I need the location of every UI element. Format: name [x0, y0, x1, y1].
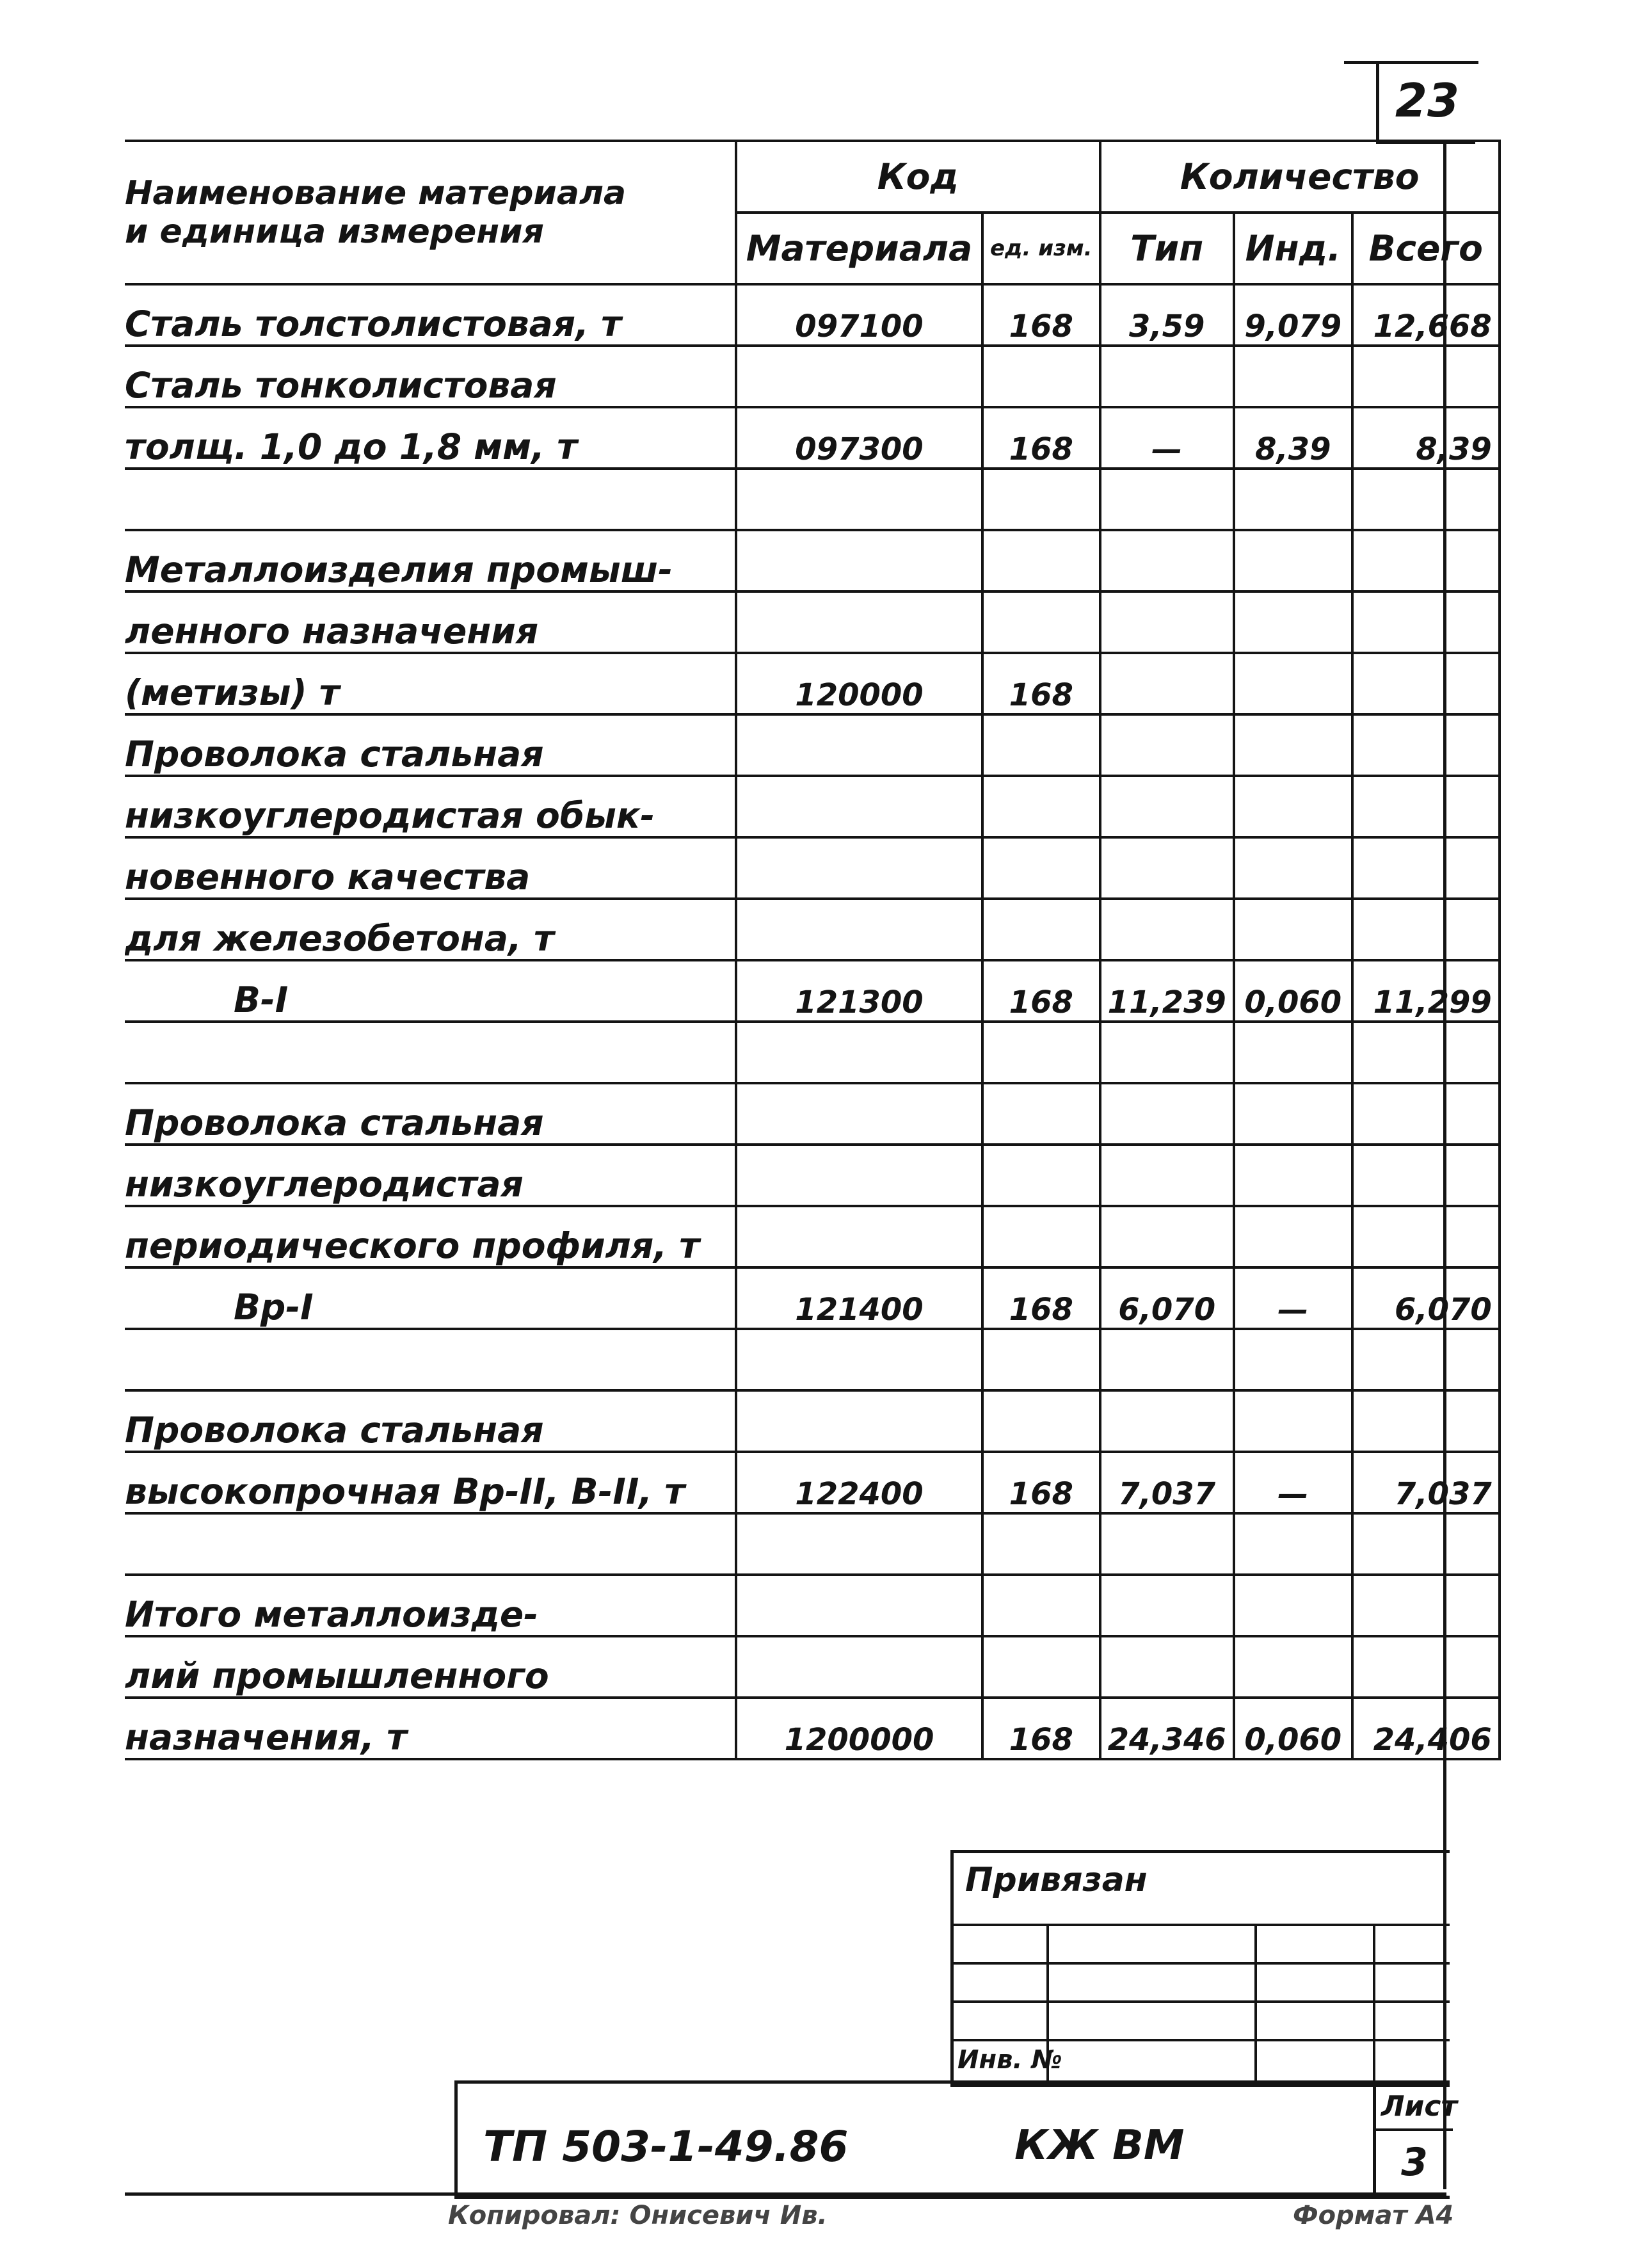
cell-material-code [736, 1390, 982, 1452]
cell-name: Вр-I [125, 1267, 736, 1329]
sheet-divider [1376, 2128, 1453, 2131]
cell-ind: — [1234, 1267, 1352, 1329]
cell-tip: 3,59 [1100, 284, 1234, 346]
cell-tip: — [1100, 407, 1234, 469]
cell-ind [1234, 653, 1352, 714]
cell-name: (метизы) т [125, 653, 736, 714]
cell-total: 8,39 [1352, 407, 1500, 469]
cell-name [125, 1513, 736, 1575]
cell-ind [1234, 714, 1352, 776]
header-material-name [125, 141, 736, 284]
table-row [125, 284, 1500, 346]
cell-unit: 168 [982, 960, 1100, 1022]
cell-tip: 11,239 [1100, 960, 1234, 1022]
cell-total [1352, 1513, 1500, 1575]
header-name-line2: и единица измерения [125, 213, 545, 251]
cell-total: 6,070 [1352, 1267, 1500, 1329]
cell-tip: 24,346 [1100, 1698, 1234, 1759]
table-row [125, 1206, 1500, 1267]
inventory-label: Инв. № [957, 2045, 1062, 2075]
cell-ind [1234, 776, 1352, 837]
header-code: Код [736, 141, 1100, 213]
bottom-border-rule [125, 2192, 1446, 2196]
title-block [454, 2080, 1457, 2199]
cell-unit: 168 [982, 1452, 1100, 1513]
cell-unit [982, 591, 1100, 653]
cell-material-code [736, 530, 982, 591]
cell-total [1352, 1329, 1500, 1390]
cell-ind [1234, 469, 1352, 530]
cell-material-code: 121400 [736, 1267, 982, 1329]
header-total: Всего [1352, 213, 1500, 284]
cell-name: В-I [125, 960, 736, 1022]
cell-tip: 7,037 [1100, 1452, 1234, 1513]
table-row [125, 1390, 1500, 1452]
table-row [125, 530, 1500, 591]
table-row [125, 714, 1500, 776]
cell-name: ленного назначения [125, 591, 736, 653]
cell-tip [1100, 591, 1234, 653]
table-row [125, 899, 1500, 960]
cell-material-code [736, 346, 982, 407]
cell-ind [1234, 1022, 1352, 1083]
cell-unit: 168 [982, 1267, 1100, 1329]
cell-unit: 168 [982, 407, 1100, 469]
cell-tip [1100, 714, 1234, 776]
header-name-line1: Наименование материала [125, 174, 627, 213]
table-row [125, 1022, 1500, 1083]
cell-material-code [736, 591, 982, 653]
cell-total [1352, 591, 1500, 653]
cell-material-code [736, 1329, 982, 1390]
cell-tip [1100, 469, 1234, 530]
cell-material-code [736, 1513, 982, 1575]
cell-name: низкоуглеродистая обык- [125, 776, 736, 837]
cell-ind: — [1234, 1452, 1352, 1513]
cell-name: для железобетона, т [125, 899, 736, 960]
cell-tip [1100, 530, 1234, 591]
cell-name: Проволока стальная [125, 1083, 736, 1145]
cell-ind [1234, 1206, 1352, 1267]
table-row [125, 591, 1500, 653]
table-row [125, 1329, 1500, 1390]
table-row [125, 469, 1500, 530]
cell-material-code [736, 899, 982, 960]
cell-ind [1234, 1083, 1352, 1145]
cell-name: новенного качества [125, 837, 736, 899]
cell-ind: 8,39 [1234, 407, 1352, 469]
cell-material-code [736, 714, 982, 776]
cell-name [125, 1329, 736, 1390]
cell-name: лий промышленного [125, 1636, 736, 1698]
material-spec-table [125, 140, 1501, 1760]
table-row [125, 837, 1500, 899]
cell-unit [982, 469, 1100, 530]
cell-unit: 168 [982, 1698, 1100, 1759]
cell-unit [982, 530, 1100, 591]
cell-total [1352, 1390, 1500, 1452]
cell-total [1352, 1206, 1500, 1267]
cell-total [1352, 1575, 1500, 1636]
table-row [125, 1636, 1500, 1698]
cell-tip [1100, 1206, 1234, 1267]
cell-tip [1100, 899, 1234, 960]
cell-tip [1100, 346, 1234, 407]
cell-total [1352, 1636, 1500, 1698]
document-mark: КЖ ВМ [1014, 2122, 1185, 2169]
document-code: ТП 503-1-49.86 [483, 2122, 849, 2171]
cell-material-code [736, 1575, 982, 1636]
cell-unit: 168 [982, 653, 1100, 714]
table-row [125, 1083, 1500, 1145]
cell-unit [982, 776, 1100, 837]
header-ind: Инд. [1234, 213, 1352, 284]
cell-ind [1234, 591, 1352, 653]
cell-tip [1100, 653, 1234, 714]
cell-material-code [736, 1636, 982, 1698]
table-row [125, 1145, 1500, 1206]
cell-ind: 9,079 [1234, 284, 1352, 346]
cell-tip [1100, 1083, 1234, 1145]
cell-material-code: 121300 [736, 960, 982, 1022]
sheet-label: Лист [1381, 2090, 1457, 2123]
cell-total [1352, 653, 1500, 714]
cell-ind [1234, 837, 1352, 899]
cell-unit [982, 1575, 1100, 1636]
cell-tip [1100, 1145, 1234, 1206]
cell-tip [1100, 1575, 1234, 1636]
table-row [125, 960, 1500, 1022]
cell-ind [1234, 1636, 1352, 1698]
sheet-box [1373, 2084, 1457, 2196]
cell-total [1352, 776, 1500, 837]
cell-material-code [736, 1022, 982, 1083]
cell-ind [1234, 530, 1352, 591]
cell-total: 11,299 [1352, 960, 1500, 1022]
linkage-stamp [950, 1850, 1450, 2087]
cell-material-code [736, 837, 982, 899]
cell-tip [1100, 1636, 1234, 1698]
cell-ind [1234, 1329, 1352, 1390]
cell-name [125, 1022, 736, 1083]
cell-unit [982, 1513, 1100, 1575]
header-tip: Тип [1100, 213, 1234, 284]
cell-name: Проволока стальная [125, 714, 736, 776]
table-row [125, 776, 1500, 837]
cell-tip [1100, 776, 1234, 837]
cell-name: Сталь тонколистовая [125, 346, 736, 407]
cell-unit [982, 1022, 1100, 1083]
cell-total [1352, 714, 1500, 776]
footer-copied-by: Копировал: Онисевич Ив. [448, 2201, 828, 2230]
table-row [125, 407, 1500, 469]
cell-ind: 0,060 [1234, 960, 1352, 1022]
cell-total: 12,668 [1352, 284, 1500, 346]
cell-ind [1234, 1513, 1352, 1575]
cell-material-code: 120000 [736, 653, 982, 714]
cell-material-code: 097100 [736, 284, 982, 346]
cell-unit [982, 714, 1100, 776]
cell-unit [982, 1206, 1100, 1267]
cell-total [1352, 469, 1500, 530]
table-row [125, 653, 1500, 714]
page-number: 23 [1376, 61, 1475, 144]
table-row [125, 1267, 1500, 1329]
table-row [125, 1513, 1500, 1575]
table-row [125, 346, 1500, 407]
cell-tip: 6,070 [1100, 1267, 1234, 1329]
cell-name: Проволока стальная [125, 1390, 736, 1452]
cell-tip [1100, 1329, 1234, 1390]
cell-name: толщ. 1,0 до 1,8 мм, т [125, 407, 736, 469]
cell-unit [982, 1636, 1100, 1698]
cell-total [1352, 1145, 1500, 1206]
header-unit: ед. изм. [982, 213, 1100, 284]
cell-name: Сталь толстолистовая, т [125, 284, 736, 346]
cell-material-code [736, 776, 982, 837]
cell-unit [982, 346, 1100, 407]
cell-total: 24,406 [1352, 1698, 1500, 1759]
cell-name: назначения, т [125, 1698, 736, 1759]
cell-tip [1100, 837, 1234, 899]
cell-unit [982, 1083, 1100, 1145]
cell-unit [982, 1329, 1100, 1390]
cell-tip [1100, 1390, 1234, 1452]
cell-unit [982, 899, 1100, 960]
cell-total: 7,037 [1352, 1452, 1500, 1513]
cell-total [1352, 1083, 1500, 1145]
cell-name: Итого металлоизде- [125, 1575, 736, 1636]
cell-tip [1100, 1513, 1234, 1575]
cell-ind [1234, 346, 1352, 407]
stamp-label: Привязан [965, 1861, 1148, 1899]
cell-tip [1100, 1022, 1234, 1083]
cell-material-code [736, 1145, 982, 1206]
cell-unit [982, 837, 1100, 899]
cell-ind [1234, 1390, 1352, 1452]
cell-total [1352, 1022, 1500, 1083]
cell-total [1352, 346, 1500, 407]
cell-name [125, 469, 736, 530]
cell-total [1352, 837, 1500, 899]
cell-material-code: 097300 [736, 407, 982, 469]
table-row [125, 1575, 1500, 1636]
cell-material-code: 122400 [736, 1452, 982, 1513]
cell-unit: 168 [982, 284, 1100, 346]
cell-material-code [736, 1206, 982, 1267]
cell-name: высокопрочная Вр-II, В-II, т [125, 1452, 736, 1513]
table-body [125, 284, 1500, 1759]
table-row [125, 1452, 1500, 1513]
header-quantity: Количество [1100, 141, 1500, 213]
header-material-code: Материала [736, 213, 982, 284]
cell-unit [982, 1145, 1100, 1206]
cell-name: периодического профиля, т [125, 1206, 736, 1267]
cell-ind [1234, 1575, 1352, 1636]
cell-ind [1234, 1145, 1352, 1206]
sheet-number: 3 [1401, 2140, 1428, 2185]
cell-name: Металлоизделия промыш- [125, 530, 736, 591]
stamp-column-line [1254, 1924, 1257, 2084]
cell-name: низкоуглеродистая [125, 1145, 736, 1206]
cell-material-code [736, 469, 982, 530]
cell-material-code: 1200000 [736, 1698, 982, 1759]
cell-material-code [736, 1083, 982, 1145]
cell-total [1352, 899, 1500, 960]
cell-unit [982, 1390, 1100, 1452]
stamp-column-line [1373, 1924, 1375, 2084]
cell-ind [1234, 899, 1352, 960]
cell-ind: 0,060 [1234, 1698, 1352, 1759]
cell-total [1352, 530, 1500, 591]
footer-format: Формат А4 [1293, 2201, 1454, 2230]
table-row [125, 1698, 1500, 1759]
